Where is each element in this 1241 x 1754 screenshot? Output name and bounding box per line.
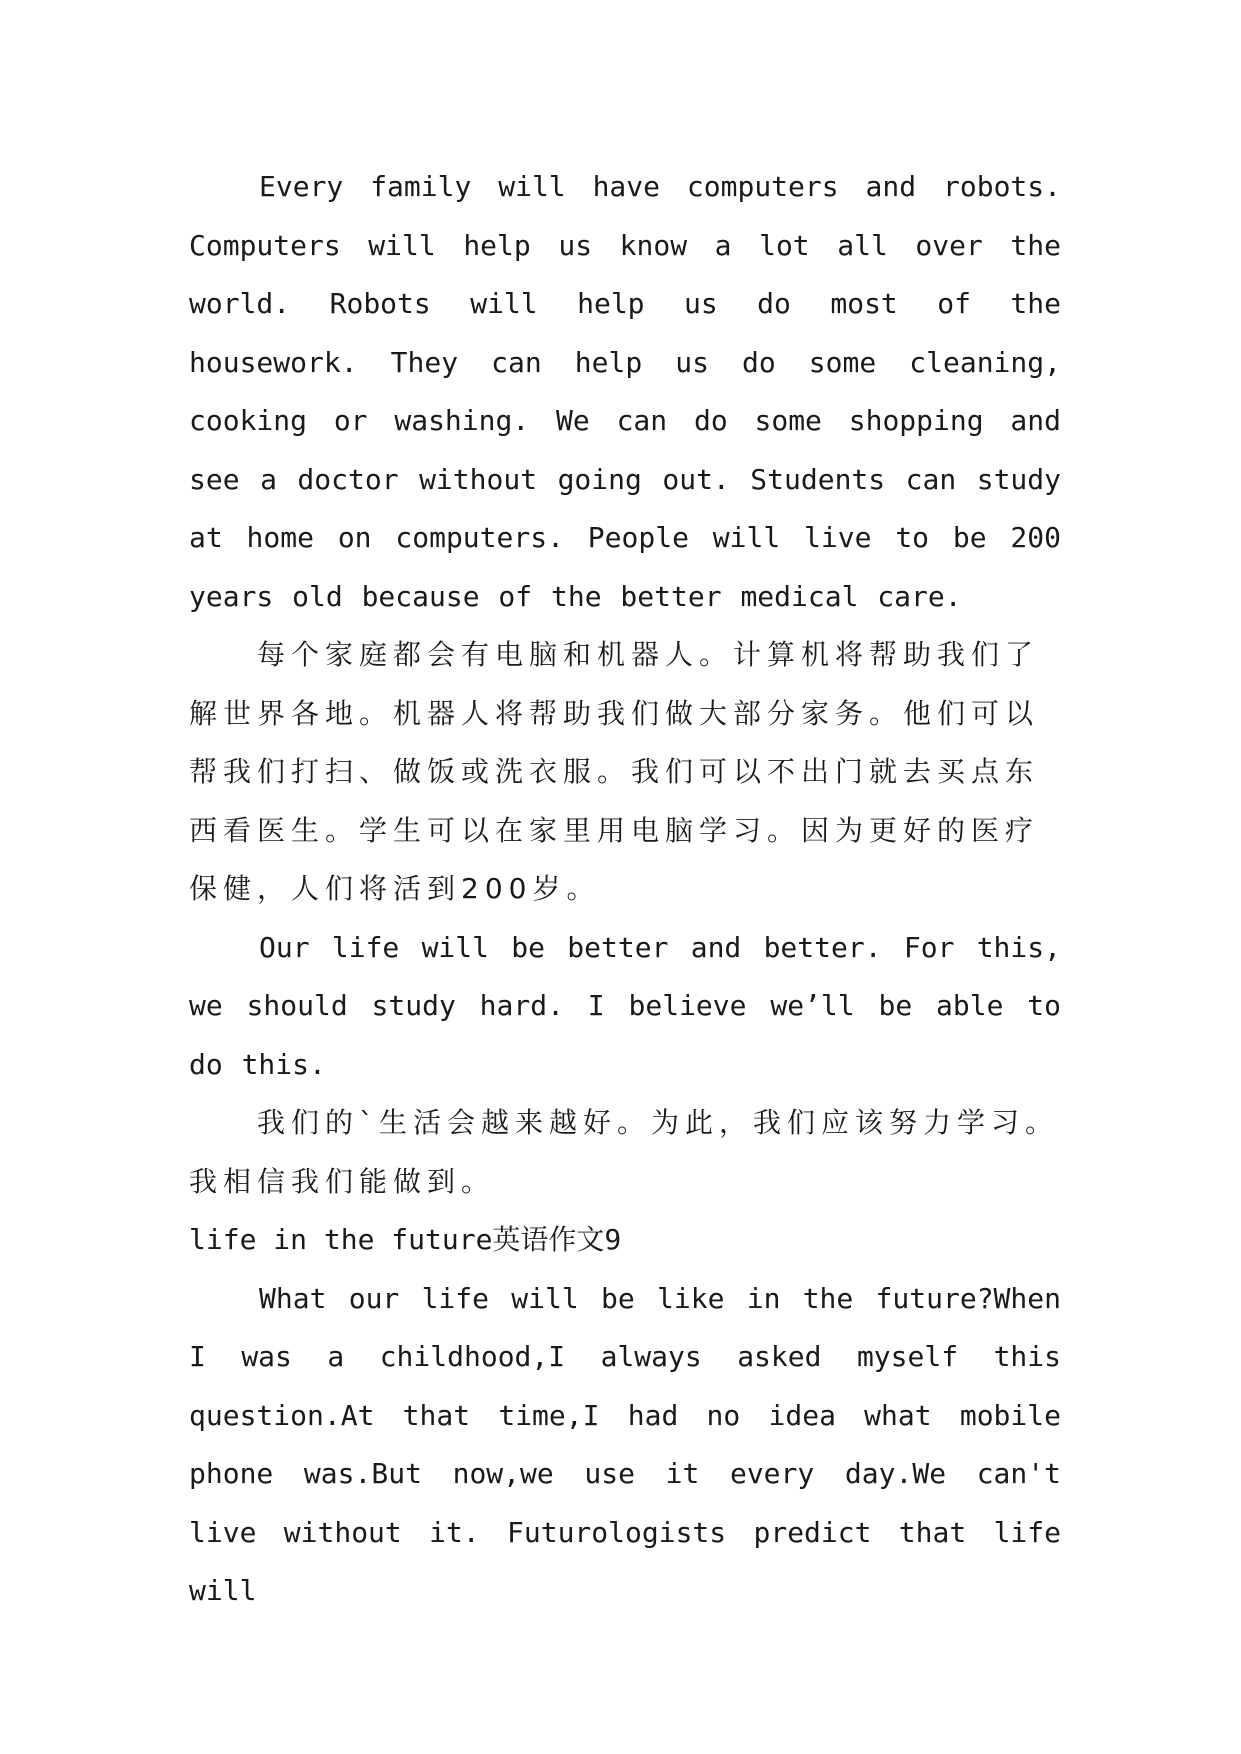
paragraph-chinese-2: 我们的`生活会越来越好。为此，我们应该努力学习。我相信我们能做到。 xyxy=(189,1106,1060,1198)
section-heading: life in the future英语作文9 xyxy=(189,1223,622,1256)
document-body xyxy=(189,158,1061,1621)
paragraph-english-2: Our life will be better and better. For this, we should study hard. I believe we’ll be able to do this. xyxy=(189,930,1061,1081)
paragraph-chinese-1: 每个家庭都会有电脑和机器人。计算机将帮助我们了解世界各地。机器人将帮助我们做大部分家务。他们可以帮我们打扫、做饭或洗衣服。我们可以不出门就去买点东西看医生。学生可以在家里用电脑学习。因为更好的医疗保健，人们将活到200岁。 xyxy=(189,638,1040,905)
paragraph-english-1: Every family will have computers and robots. Computers will help us know a lot all over the world. Robots will help us do most of the housework. They can help us do some cleaning, cooking or washing. We can do some shopping and see a doctor without going out. Students can study at home on computers. People will live to be 200 years old because of the better medical care. xyxy=(189,170,1061,613)
paragraph-english-3: What our life will be like in the future?When I was a childhood,I always asked myself this question.At that time,I had no idea what mobile phone was.But now,we use it every day.We can't live without it. Futurologists predict that life will xyxy=(189,1281,1061,1607)
